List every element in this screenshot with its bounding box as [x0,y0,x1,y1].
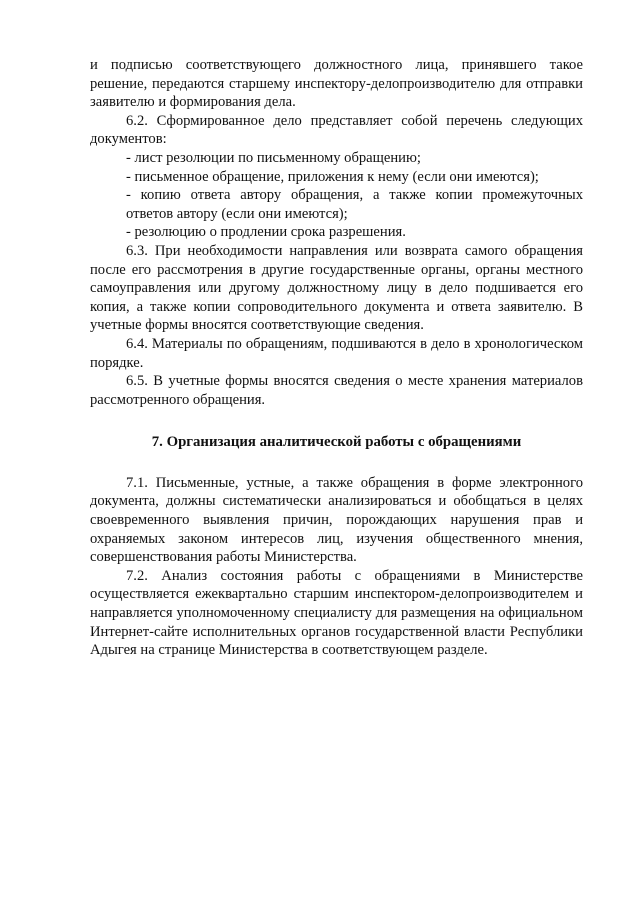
list-item: - лист резолюции по письменному обращению; [126,149,421,166]
paragraph-7-1: 7.1. Письменные, устные, а также обращения в форме электронного документа, должны систематически анализироваться и обобщаться в целях своевременного выявления причин, порождающих нарушения прав и охраняемых законом интересов лиц, изучения общественного мнения, совершенствования работы Министерства. [90,474,583,566]
paragraph-6-4: 6.4. Материалы по обращениям, подшиваются в дело в хронологическом порядке. [90,335,583,371]
paragraph-6-2: 6.2. Сформированное дело представляет собой перечень следующих документов: [90,112,583,148]
list-item: - копию ответа автору обращения, а также копии промежуточных ответов автору (если они имеются); [126,187,583,222]
intro-paragraph: и подписью соответствующего должностного лица, принявшего такое решение, передаются старшему инспектору-делопроизводителю для отправки заявителю и формирования дела. [90,57,583,111]
paragraph-6-5: 6.5. В учетные формы вносятся сведения о месте хранения материалов рассмотренного обращения. [90,373,583,408]
list-item: - резолюцию о продлении срока разрешения. [126,224,406,241]
document-body [90,56,583,660]
paragraph-6-3: 6.3. При необходимости направления или возврата самого обращения после его рассмотрения в другие государственные органы, органы местного самоуправления или другому должностному лицу в дело подшивается его копия, а также копии сопроводительного документа и ответа заявителю. В учетные формы вносятся соответствующие сведения. [90,242,583,334]
list-item: - письменное обращение, приложения к нему (если они имеются); [126,168,539,185]
paragraph-7-2: 7.2. Анализ состояния работы с обращениями в Министерстве осуществляется ежеквартально старшим инспектором-делопроизводителем и направляется уполномоченному специалисту для размещения на официальном Интернет-сайте исполнительных органов государственной власти Республики Адыгея на странице Министерства в соответствующем разделе. [90,567,583,659]
section-7-heading: 7. Организация аналитической работы с обращениями [151,434,522,451]
